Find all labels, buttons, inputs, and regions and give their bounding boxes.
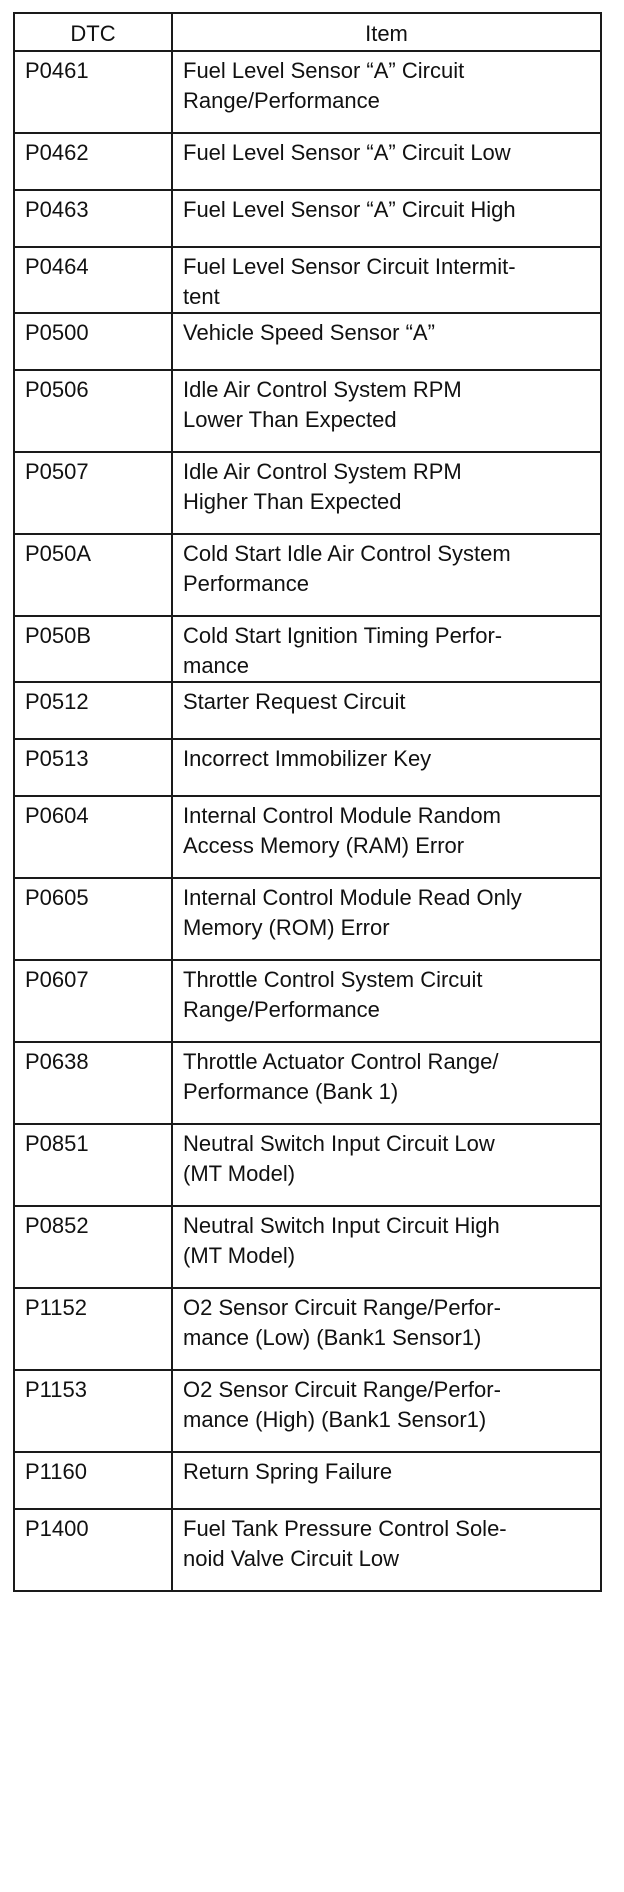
dtc-item: Neutral Switch Input Circuit High (MT Model) (172, 1206, 601, 1288)
table-row (14, 1124, 601, 1206)
dtc-code: P0513 (14, 739, 172, 796)
table-row (14, 247, 601, 313)
dtc-code: P1160 (14, 1452, 172, 1509)
table-body (14, 51, 601, 1591)
dtc-item: Vehicle Speed Sensor “A” (172, 313, 601, 370)
dtc-code: P0638 (14, 1042, 172, 1124)
table-row (14, 878, 601, 960)
dtc-item: Idle Air Control System RPM Higher Than Expected (172, 452, 601, 534)
dtc-item: Fuel Tank Pressure Control Sole- noid Valve Circuit Low (172, 1509, 601, 1591)
table-row (14, 1288, 601, 1370)
dtc-code: P0506 (14, 370, 172, 452)
dtc-code: P050A (14, 534, 172, 616)
table-row (14, 1452, 601, 1509)
table-row (14, 51, 601, 133)
dtc-item: Return Spring Failure (172, 1452, 601, 1509)
dtc-item: Throttle Actuator Control Range/ Performance (Bank 1) (172, 1042, 601, 1124)
dtc-code: P0605 (14, 878, 172, 960)
table-row (14, 1509, 601, 1591)
table-row (14, 1370, 601, 1452)
dtc-code: P0507 (14, 452, 172, 534)
table-row (14, 739, 601, 796)
table-row (14, 682, 601, 739)
dtc-item: Internal Control Module Read Only Memory (ROM) Error (172, 878, 601, 960)
table-row (14, 960, 601, 1042)
dtc-item: Neutral Switch Input Circuit Low (MT Model) (172, 1124, 601, 1206)
dtc-item: Internal Control Module Random Access Memory (RAM) Error (172, 796, 601, 878)
dtc-code: P0462 (14, 133, 172, 190)
table-row (14, 370, 601, 452)
dtc-item: Fuel Level Sensor Circuit Intermit- tent (172, 247, 601, 313)
table-row (14, 1042, 601, 1124)
dtc-code: P0500 (14, 313, 172, 370)
table-row (14, 452, 601, 534)
dtc-code: P0464 (14, 247, 172, 313)
dtc-item: Fuel Level Sensor “A” Circuit Range/Performance (172, 51, 601, 133)
dtc-code: P0512 (14, 682, 172, 739)
table-row (14, 1206, 601, 1288)
dtc-code: P0851 (14, 1124, 172, 1206)
table-row (14, 534, 601, 616)
dtc-item: Cold Start Idle Air Control System Performance (172, 534, 601, 616)
dtc-item: Incorrect Immobilizer Key (172, 739, 601, 796)
table-row (14, 796, 601, 878)
header-dtc: DTC (14, 13, 172, 51)
dtc-code: P1400 (14, 1509, 172, 1591)
dtc-code: P0607 (14, 960, 172, 1042)
dtc-code: P0463 (14, 190, 172, 247)
dtc-code: P0852 (14, 1206, 172, 1288)
dtc-item: O2 Sensor Circuit Range/Perfor- mance (Low) (Bank1 Sensor1) (172, 1288, 601, 1370)
dtc-item: O2 Sensor Circuit Range/Perfor- mance (High) (Bank1 Sensor1) (172, 1370, 601, 1452)
table-row (14, 616, 601, 682)
dtc-item: Cold Start Ignition Timing Perfor- mance (172, 616, 601, 682)
header-row (14, 13, 601, 51)
dtc-code: P0461 (14, 51, 172, 133)
dtc-code: P1152 (14, 1288, 172, 1370)
dtc-item: Fuel Level Sensor “A” Circuit High (172, 190, 601, 247)
dtc-code: P0604 (14, 796, 172, 878)
dtc-item: Idle Air Control System RPM Lower Than Expected (172, 370, 601, 452)
header-item: Item (172, 13, 601, 51)
dtc-code: P050B (14, 616, 172, 682)
table-row (14, 313, 601, 370)
dtc-item: Fuel Level Sensor “A” Circuit Low (172, 133, 601, 190)
dtc-code: P1153 (14, 1370, 172, 1452)
table-row (14, 190, 601, 247)
dtc-table (13, 12, 602, 1592)
dtc-item: Throttle Control System Circuit Range/Performance (172, 960, 601, 1042)
table-row (14, 133, 601, 190)
dtc-item: Starter Request Circuit (172, 682, 601, 739)
